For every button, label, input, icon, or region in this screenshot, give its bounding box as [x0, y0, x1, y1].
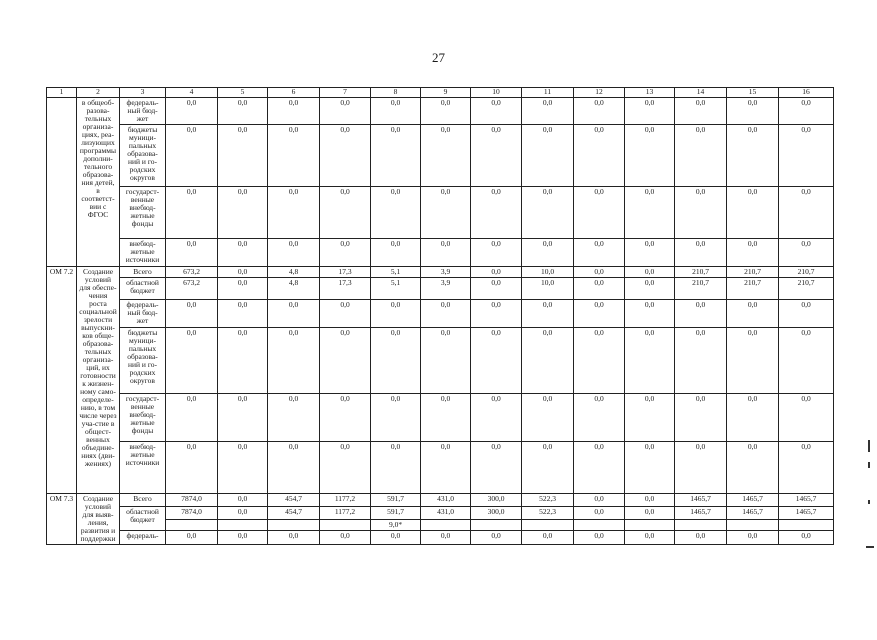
column-header: 1 — [47, 88, 77, 98]
value-cell: 0,0 — [320, 531, 371, 545]
table-row — [47, 328, 834, 394]
funding-source: бюджеты муници-пальных образова-ний и го-родских округов — [120, 125, 166, 187]
value-cell: 0,0 — [625, 300, 675, 328]
value-cell: 0,0 — [218, 328, 268, 394]
measure-name: в общеоб-разова-тельных организа-циях, реа-лизующих программы дополни-тельного образова-ния детей, в соответст-вии с ФГОС — [77, 98, 120, 267]
value-cell: 0,0 — [574, 98, 625, 125]
value-cell: 0,0 — [371, 239, 421, 267]
empty-cell — [675, 520, 727, 531]
value-cell: 0,0 — [574, 442, 625, 494]
scan-artifact — [866, 546, 874, 548]
value-cell: 1465,7 — [727, 494, 779, 507]
funding-source: государст-венные внебюд-жетные фонды — [120, 394, 166, 442]
value-cell: 0,0 — [320, 187, 371, 239]
value-cell: 1177,2 — [320, 494, 371, 507]
funding-source: бюджеты муници-пальных образова-ний и го-родских округов — [120, 328, 166, 394]
value-cell: 673,2 — [166, 267, 218, 278]
value-cell: 0,0 — [779, 125, 834, 187]
value-cell: 0,0 — [675, 328, 727, 394]
value-cell: 431,0 — [421, 507, 471, 520]
funding-source: Всего — [120, 267, 166, 278]
funding-source: областной бюджет — [120, 278, 166, 300]
measure-id: ОМ 7.2 — [47, 267, 77, 494]
value-cell: 0,0 — [675, 300, 727, 328]
value-cell: 0,0 — [727, 531, 779, 545]
value-cell: 522,3 — [522, 507, 574, 520]
value-cell: 0,0 — [779, 98, 834, 125]
value-cell: 0,0 — [218, 507, 268, 520]
value-cell: 300,0 — [471, 507, 522, 520]
value-cell: 210,7 — [727, 278, 779, 300]
value-cell: 0,0 — [727, 187, 779, 239]
value-cell: 0,0 — [268, 125, 320, 187]
funding-source: федераль-ный бюд-жет — [120, 300, 166, 328]
value-cell: 0,0 — [166, 531, 218, 545]
column-header: 5 — [218, 88, 268, 98]
value-cell: 0,0 — [371, 328, 421, 394]
value-cell: 0,0 — [574, 531, 625, 545]
value-cell: 0,0 — [574, 187, 625, 239]
value-cell: 0,0 — [218, 278, 268, 300]
value-cell: 0,0 — [574, 267, 625, 278]
value-cell: 1465,7 — [779, 494, 834, 507]
value-cell: 4,8 — [268, 278, 320, 300]
value-cell: 0,0 — [625, 267, 675, 278]
funding-source: внебюд-жетные источники — [120, 442, 166, 494]
value-cell: 0,0 — [522, 125, 574, 187]
value-cell: 210,7 — [727, 267, 779, 278]
value-cell: 300,0 — [471, 494, 522, 507]
value-cell: 0,0 — [522, 187, 574, 239]
value-cell: 0,0 — [421, 98, 471, 125]
value-cell: 0,0 — [471, 187, 522, 239]
table-row — [47, 239, 834, 267]
table-row — [47, 520, 834, 531]
column-header: 2 — [77, 88, 120, 98]
column-header: 16 — [779, 88, 834, 98]
value-cell: 0,0 — [166, 239, 218, 267]
funding-source: внебюд-жетные источники — [120, 239, 166, 267]
value-cell: 0,0 — [371, 98, 421, 125]
value-cell: 0,0 — [574, 278, 625, 300]
table-row — [47, 494, 834, 507]
value-cell: 0,0 — [471, 267, 522, 278]
table-row — [47, 507, 834, 520]
value-cell: 0,0 — [320, 98, 371, 125]
value-cell: 1465,7 — [779, 507, 834, 520]
value-cell: 0,0 — [779, 300, 834, 328]
value-cell: 0,0 — [727, 125, 779, 187]
value-cell: 210,7 — [779, 267, 834, 278]
value-cell: 0,0 — [421, 394, 471, 442]
value-cell: 0,0 — [320, 125, 371, 187]
value-cell: 0,0 — [471, 125, 522, 187]
value-cell: 0,0 — [421, 300, 471, 328]
value-cell: 3,9 — [421, 278, 471, 300]
value-cell: 0,0 — [268, 531, 320, 545]
column-header: 13 — [625, 88, 675, 98]
value-cell: 0,0 — [320, 328, 371, 394]
value-cell: 0,0 — [471, 531, 522, 545]
value-cell: 0,0 — [320, 239, 371, 267]
value-cell: 5,1 — [371, 267, 421, 278]
value-cell: 0,0 — [574, 494, 625, 507]
scan-artifact — [868, 500, 870, 504]
value-cell: 0,0 — [218, 394, 268, 442]
empty-cell — [166, 520, 218, 531]
value-cell: 210,7 — [675, 278, 727, 300]
value-cell: 0,0 — [727, 300, 779, 328]
value-cell: 1465,7 — [727, 507, 779, 520]
value-cell: 0,0 — [371, 531, 421, 545]
value-cell: 0,0 — [574, 239, 625, 267]
table-row — [47, 187, 834, 239]
measure-name: Создание условий для обеспе-чения роста социальной зрелости выпускни-ков обще-образова-тельных организа-ций, их готовности к жизнен-ному само-определе-нию, в том числе через уча-стие в общест-венных объедине-ниях (дви-жениях) — [77, 267, 120, 494]
value-cell: 0,0 — [320, 300, 371, 328]
value-cell: 0,0 — [166, 125, 218, 187]
column-header: 4 — [166, 88, 218, 98]
value-cell: 0,0 — [625, 328, 675, 394]
table-row — [47, 278, 834, 300]
column-header: 9 — [421, 88, 471, 98]
value-cell: 0,0 — [218, 267, 268, 278]
value-cell: 0,0 — [727, 98, 779, 125]
value-cell: 0,0 — [218, 98, 268, 125]
value-cell: 0,0 — [675, 239, 727, 267]
value-cell: 0,0 — [471, 98, 522, 125]
value-cell: 0,0 — [421, 442, 471, 494]
value-cell: 431,0 — [421, 494, 471, 507]
value-cell: 0,0 — [166, 187, 218, 239]
empty-cell — [218, 520, 268, 531]
funding-source: федераль- — [120, 531, 166, 545]
value-cell: 0,0 — [371, 300, 421, 328]
scan-artifact — [868, 440, 870, 452]
value-cell: 0,0 — [779, 239, 834, 267]
value-cell: 0,0 — [268, 300, 320, 328]
value-cell: 0,0 — [421, 125, 471, 187]
value-cell: 454,7 — [268, 494, 320, 507]
value-cell: 0,0 — [625, 187, 675, 239]
value-cell: 0,0 — [421, 187, 471, 239]
value-cell: 0,0 — [471, 239, 522, 267]
value-cell: 0,0 — [166, 394, 218, 442]
value-cell: 0,0 — [522, 328, 574, 394]
value-cell: 10,0 — [522, 278, 574, 300]
table-row — [47, 442, 834, 494]
value-cell: 0,0 — [574, 300, 625, 328]
value-cell: 0,0 — [371, 394, 421, 442]
value-cell: 0,0 — [625, 239, 675, 267]
value-cell: 0,0 — [421, 328, 471, 394]
value-cell: 0,0 — [522, 239, 574, 267]
value-cell: 0,0 — [471, 394, 522, 442]
value-cell: 7874,0 — [166, 507, 218, 520]
column-header: 11 — [522, 88, 574, 98]
empty-cell — [471, 520, 522, 531]
value-cell: 0,0 — [779, 442, 834, 494]
value-cell: 0,0 — [166, 328, 218, 394]
value-cell: 4,8 — [268, 267, 320, 278]
value-cell: 0,0 — [320, 442, 371, 494]
value-cell: 210,7 — [675, 267, 727, 278]
value-cell: 0,0 — [625, 494, 675, 507]
value-cell: 1177,2 — [320, 507, 371, 520]
value-cell: 0,0 — [371, 442, 421, 494]
value-cell: 0,0 — [371, 187, 421, 239]
value-cell: 0,0 — [675, 187, 727, 239]
value-cell: 0,0 — [522, 442, 574, 494]
value-cell: 0,0 — [675, 125, 727, 187]
table-row — [47, 267, 834, 278]
value-cell: 0,0 — [625, 98, 675, 125]
funding-source: государст-венные внебюд-жетные фонды — [120, 187, 166, 239]
value-cell: 5,1 — [371, 278, 421, 300]
value-cell: 0,0 — [268, 442, 320, 494]
funding-source: Всего — [120, 494, 166, 507]
value-cell: 0,0 — [625, 531, 675, 545]
value-cell: 0,0 — [268, 394, 320, 442]
value-cell: 0,0 — [675, 531, 727, 545]
value-cell: 522,3 — [522, 494, 574, 507]
empty-cell — [421, 520, 471, 531]
value-cell: 0,0 — [625, 442, 675, 494]
value-cell: 0,0 — [471, 442, 522, 494]
column-header: 3 — [120, 88, 166, 98]
footnote-value: 9,0* — [371, 520, 421, 531]
value-cell: 0,0 — [779, 328, 834, 394]
value-cell: 0,0 — [218, 187, 268, 239]
value-cell: 591,7 — [371, 494, 421, 507]
table-row — [47, 531, 834, 545]
value-cell: 0,0 — [218, 531, 268, 545]
value-cell: 0,0 — [218, 300, 268, 328]
column-header: 8 — [371, 88, 421, 98]
value-cell: 0,0 — [574, 328, 625, 394]
value-cell: 0,0 — [218, 239, 268, 267]
value-cell: 0,0 — [675, 442, 727, 494]
empty-cell — [625, 520, 675, 531]
empty-cell — [522, 520, 574, 531]
value-cell: 3,9 — [421, 267, 471, 278]
value-cell: 0,0 — [218, 125, 268, 187]
value-cell: 0,0 — [625, 507, 675, 520]
value-cell: 0,0 — [268, 187, 320, 239]
value-cell: 0,0 — [574, 507, 625, 520]
value-cell: 7874,0 — [166, 494, 218, 507]
empty-cell — [320, 520, 371, 531]
value-cell: 0,0 — [625, 278, 675, 300]
value-cell: 10,0 — [522, 267, 574, 278]
column-header: 12 — [574, 88, 625, 98]
value-cell: 1465,7 — [675, 507, 727, 520]
measure-id — [47, 98, 77, 267]
column-header: 7 — [320, 88, 371, 98]
value-cell: 0,0 — [268, 98, 320, 125]
value-cell: 0,0 — [471, 300, 522, 328]
value-cell: 0,0 — [727, 239, 779, 267]
value-cell: 0,0 — [727, 394, 779, 442]
value-cell: 0,0 — [522, 300, 574, 328]
empty-cell — [268, 520, 320, 531]
value-cell: 0,0 — [779, 187, 834, 239]
value-cell: 17,3 — [320, 278, 371, 300]
value-cell: 0,0 — [625, 125, 675, 187]
page-number: 27 — [432, 50, 445, 65]
value-cell: 0,0 — [421, 239, 471, 267]
value-cell: 0,0 — [166, 98, 218, 125]
value-cell: 0,0 — [522, 98, 574, 125]
value-cell: 0,0 — [218, 442, 268, 494]
value-cell: 0,0 — [471, 328, 522, 394]
value-cell: 0,0 — [675, 98, 727, 125]
value-cell: 0,0 — [268, 328, 320, 394]
empty-cell — [574, 520, 625, 531]
value-cell: 0,0 — [166, 442, 218, 494]
value-cell: 0,0 — [574, 394, 625, 442]
value-cell: 0,0 — [779, 394, 834, 442]
column-header: 14 — [675, 88, 727, 98]
empty-cell — [779, 520, 834, 531]
value-cell: 0,0 — [421, 531, 471, 545]
value-cell: 1465,7 — [675, 494, 727, 507]
value-cell: 0,0 — [218, 494, 268, 507]
column-header: 15 — [727, 88, 779, 98]
funding-source: областной бюджет — [120, 507, 166, 531]
value-cell: 673,2 — [166, 278, 218, 300]
column-header: 10 — [471, 88, 522, 98]
value-cell: 17,3 — [320, 267, 371, 278]
value-cell: 0,0 — [371, 125, 421, 187]
measure-name: Создание условий для выяв-ления, развития и поддержки — [77, 494, 120, 545]
scan-artifact — [868, 462, 870, 468]
funding-source: федераль-ный бюд-жет — [120, 98, 166, 125]
measure-id: ОМ 7.3 — [47, 494, 77, 545]
value-cell: 591,7 — [371, 507, 421, 520]
value-cell: 0,0 — [727, 442, 779, 494]
value-cell: 0,0 — [522, 531, 574, 545]
value-cell: 0,0 — [574, 125, 625, 187]
value-cell: 0,0 — [166, 300, 218, 328]
value-cell: 0,0 — [779, 531, 834, 545]
table-row — [47, 98, 834, 125]
column-header: 6 — [268, 88, 320, 98]
value-cell: 0,0 — [268, 239, 320, 267]
budget-table — [46, 87, 834, 545]
value-cell: 210,7 — [779, 278, 834, 300]
value-cell: 0,0 — [320, 394, 371, 442]
table-row — [47, 125, 834, 187]
value-cell: 0,0 — [522, 394, 574, 442]
empty-cell — [727, 520, 779, 531]
value-cell: 0,0 — [625, 394, 675, 442]
value-cell: 454,7 — [268, 507, 320, 520]
value-cell: 0,0 — [727, 328, 779, 394]
table-row — [47, 394, 834, 442]
value-cell: 0,0 — [675, 394, 727, 442]
value-cell: 0,0 — [471, 278, 522, 300]
table-row — [47, 300, 834, 328]
